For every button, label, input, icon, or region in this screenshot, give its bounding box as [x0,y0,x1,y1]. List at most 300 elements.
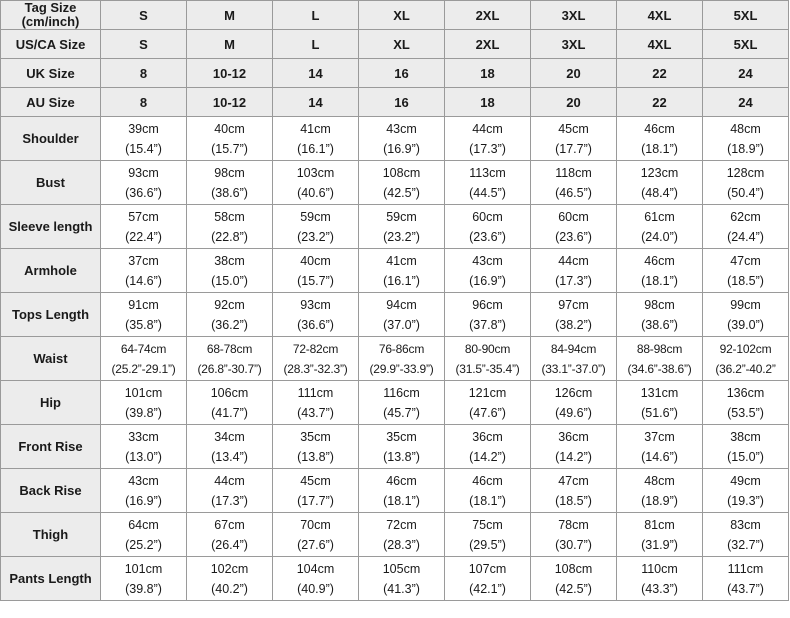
uk-size-cell: 24 [703,59,789,88]
cm-value: 70cm [300,517,331,532]
cm-value: 68-78cm [206,341,253,356]
cm-value: 103cm [296,165,335,180]
front-rise-cell [187,425,273,469]
tag-size-row [1,1,789,30]
cm-value: 57cm [128,209,159,224]
cm-value: 131cm [640,385,679,400]
cm-value: 48cm [730,121,761,136]
armhole-cell [359,249,445,293]
waist-cell [531,337,617,381]
inch-value: (39.8”) [125,405,162,420]
armhole-row [1,249,789,293]
cm-value: 92-102cm [719,341,772,356]
cm-value: 72cm [386,517,417,532]
armhole-cell [531,249,617,293]
bust-cell [359,161,445,205]
cm-value: 88-98cm [636,341,683,356]
tag-size-cell: 3XL [531,1,617,30]
cm-value: 37cm [128,253,159,268]
pants-length-cell [273,557,359,601]
uk-size-cell: 22 [617,59,703,88]
inch-value: (51.6”) [641,405,678,420]
bust-cell [445,161,531,205]
inch-value: (29.5”) [469,537,506,552]
cm-value: 123cm [640,165,679,180]
inch-value: (45.7”) [383,405,420,420]
inch-value: (25.2”) [125,537,162,552]
inch-value: (38.6”) [641,317,678,332]
tops-length-label: Tops Length [1,293,101,337]
cm-value: 45cm [300,473,331,488]
inch-value: (18.1”) [469,493,506,508]
cm-value: 62cm [730,209,761,224]
cm-value: 60cm [558,209,589,224]
cm-value: 45cm [558,121,589,136]
inch-value: (23.6”) [469,229,506,244]
inch-value: (15.7”) [211,141,248,156]
us-ca-size-cell: 4XL [617,30,703,59]
shoulder-cell [187,117,273,161]
pants-length-cell [703,557,789,601]
cm-value: 97cm [558,297,589,312]
cm-value: 80-90cm [464,341,511,356]
thigh-cell [617,513,703,557]
hip-label: Hip [1,381,101,425]
inch-value: (17.3”) [211,493,248,508]
size-chart-body [1,1,789,117]
inch-value: (48.4”) [641,185,678,200]
inch-value: (32.7”) [727,537,764,552]
cm-value: 36cm [558,429,589,444]
us-ca-size-label: US/CA Size [1,30,101,59]
au-size-cell: 14 [273,88,359,117]
cm-value: 92cm [214,297,245,312]
back-rise-cell [617,469,703,513]
us-ca-size-cell: 5XL [703,30,789,59]
inch-value: (23.6”) [555,229,592,244]
inch-value: (16.1”) [297,141,334,156]
inch-value: (18.1”) [383,493,420,508]
inch-value: (31.9”) [641,537,678,552]
inch-value: (18.5”) [555,493,592,508]
uk-size-cell: 18 [445,59,531,88]
cm-value: 38cm [214,253,245,268]
front-rise-row [1,425,789,469]
cm-value: 46cm [386,473,417,488]
waist-cell [101,337,187,381]
pants-length-row [1,557,789,601]
cm-value: 106cm [210,385,249,400]
cm-value: 101cm [124,385,163,400]
cm-value: 107cm [468,561,507,576]
inch-value: (37.0”) [383,317,420,332]
inch-value: (22.4”) [125,229,162,244]
inch-value: (14.2”) [469,449,506,464]
back-rise-cell [187,469,273,513]
cm-value: 81cm [644,517,675,532]
front-rise-cell [445,425,531,469]
thigh-row [1,513,789,557]
cm-value: 110cm [641,561,678,576]
inch-value: (41.7”) [211,405,248,420]
cm-value: 67cm [214,517,245,532]
cm-value: 46cm [472,473,503,488]
back-rise-cell [359,469,445,513]
cm-value: 58cm [214,209,245,224]
bust-cell [101,161,187,205]
inch-value: (15.0”) [727,449,764,464]
inch-value: (16.9”) [469,273,506,288]
armhole-cell [187,249,273,293]
cm-value: 116cm [383,385,420,400]
au-size-cell: 22 [617,88,703,117]
au-size-cell: 10-12 [187,88,273,117]
au-size-cell: 16 [359,88,445,117]
sleeve-length-label: Sleeve length [1,205,101,249]
cm-value: 40cm [300,253,331,268]
tag-size-cell: 5XL [703,1,789,30]
armhole-cell [445,249,531,293]
bust-cell [617,161,703,205]
thigh-cell [359,513,445,557]
front-rise-cell [531,425,617,469]
hip-cell [445,381,531,425]
front-rise-cell [359,425,445,469]
cm-value: 93cm [300,297,331,312]
inch-value: (43.7”) [727,581,764,596]
inch-value: (18.1”) [641,273,678,288]
thigh-cell [101,513,187,557]
uk-size-cell: 10-12 [187,59,273,88]
hip-cell [703,381,789,425]
inch-value: (14.6”) [125,273,162,288]
inch-value: (28.3”) [383,537,420,552]
inch-value: (49.6”) [555,405,592,420]
sleeve-length-cell [273,205,359,249]
inch-value: (50.4”) [727,185,764,200]
measurement-rows [1,117,789,601]
cm-value: 102cm [210,561,249,576]
sleeve-length-row [1,205,789,249]
front-rise-cell [617,425,703,469]
au-size-cell: 24 [703,88,789,117]
waist-cell [703,337,789,381]
armhole-cell [703,249,789,293]
tag-size-cell: 2XL [445,1,531,30]
inch-value: (42.5”) [555,581,592,596]
cm-value: 121cm [468,385,507,400]
waist-cell [445,337,531,381]
cm-value: 111cm [297,385,334,400]
inch-value: (27.6”) [297,537,334,552]
inch-value: (44.5”) [469,185,506,200]
cm-value: 104cm [296,561,335,576]
back-rise-cell [273,469,359,513]
thigh-cell [445,513,531,557]
shoulder-row [1,117,789,161]
uk-size-cell: 14 [273,59,359,88]
inch-value: (16.9”) [125,493,162,508]
us-ca-size-cell: M [187,30,273,59]
inch-value: (17.7”) [297,493,334,508]
us-ca-size-cell: 3XL [531,30,617,59]
pants-length-cell [101,557,187,601]
cm-value: 64-74cm [120,341,167,356]
inch-value: (13.0”) [125,449,162,464]
inch-value: (36.2”) [211,317,248,332]
cm-value: 105cm [382,561,421,576]
cm-value: 75cm [472,517,503,532]
cm-value: 47cm [730,253,761,268]
pants-length-cell [531,557,617,601]
front-rise-cell [101,425,187,469]
cm-value: 91cm [128,297,159,312]
uk-size-cell: 16 [359,59,445,88]
cm-value: 98cm [214,165,245,180]
cm-value: 118cm [555,165,592,180]
waist-cell [359,337,445,381]
cm-value: 113cm [469,165,506,180]
back-rise-cell [445,469,531,513]
armhole-cell [101,249,187,293]
hip-row [1,381,789,425]
back-rise-cell [531,469,617,513]
inch-value: (22.8”) [211,229,248,244]
cm-value: 40cm [214,121,245,136]
cm-value: 37cm [644,429,675,444]
inch-value: (36.6”) [125,185,162,200]
uk-size-cell: 8 [101,59,187,88]
tops-length-cell [531,293,617,337]
waist-label: Waist [1,337,101,381]
shoulder-cell [101,117,187,161]
cm-value: 47cm [558,473,589,488]
front-rise-cell [273,425,359,469]
tag-size-cell: XL [359,1,445,30]
cm-value: 84-94cm [550,341,597,356]
inch-value: (46.5”) [555,185,592,200]
inch-value: (41.3”) [383,581,420,596]
inch-value: (31.5”-35.4”) [455,361,520,376]
cm-value: 64cm [128,517,159,532]
thigh-cell [187,513,273,557]
inch-value: (36.6”) [297,317,334,332]
cm-value: 76-86cm [378,341,425,356]
cm-value: 94cm [386,297,417,312]
waist-cell [187,337,273,381]
tops-length-cell [101,293,187,337]
cm-value: 48cm [644,473,675,488]
cm-value: 41cm [386,253,417,268]
inch-value: (26.4”) [211,537,248,552]
sleeve-length-cell [617,205,703,249]
cm-value: 34cm [214,429,245,444]
cm-value: 78cm [558,517,589,532]
us-ca-size-cell: L [273,30,359,59]
cm-value: 98cm [644,297,675,312]
pants-length-cell [445,557,531,601]
inch-value: (39.0”) [727,317,764,332]
sleeve-length-cell [101,205,187,249]
inch-value: (47.6”) [469,405,506,420]
cm-value: 99cm [730,297,761,312]
inch-value: (24.4”) [727,229,764,244]
armhole-cell [617,249,703,293]
inch-value: (13.8”) [297,449,334,464]
back-rise-cell [101,469,187,513]
inch-value: (40.9”) [297,581,334,596]
cm-value: 96cm [472,297,503,312]
inch-value: (28.3”-32.3”) [283,361,348,376]
us-ca-size-cell: 2XL [445,30,531,59]
back-rise-cell [703,469,789,513]
cm-value: 43cm [128,473,159,488]
cm-value: 101cm [124,561,163,576]
cm-value: 83cm [730,517,761,532]
inch-value: (29.9”-33.9”) [369,361,434,376]
inch-value: (38.2”) [555,317,592,332]
cm-value: 108cm [382,165,421,180]
shoulder-label: Shoulder [1,117,101,161]
front-rise-label: Front Rise [1,425,101,469]
tops-length-cell [445,293,531,337]
tag-size-cell: L [273,1,359,30]
us-ca-size-row [1,30,789,59]
tag-size-label-line-1: Tag Size [24,0,77,15]
shoulder-cell [531,117,617,161]
bust-cell [703,161,789,205]
inch-value: (18.5”) [727,273,764,288]
cm-value: 35cm [386,429,417,444]
thigh-cell [703,513,789,557]
shoulder-cell [703,117,789,161]
tops-length-cell [273,293,359,337]
inch-value: (14.2”) [555,449,592,464]
tag-size-cell: M [187,1,273,30]
tag-size-cell: S [101,1,187,30]
cm-value: 38cm [730,429,761,444]
inch-value: (40.2”) [211,581,248,596]
au-size-cell: 18 [445,88,531,117]
inch-value: (36.2”-40.2” [715,361,776,376]
hip-cell [187,381,273,425]
pants-length-cell [187,557,273,601]
cm-value: 46cm [644,121,675,136]
cm-value: 60cm [472,209,503,224]
cm-value: 108cm [554,561,593,576]
pants-length-label: Pants Length [1,557,101,601]
inch-value: (35.8”) [125,317,162,332]
uk-size-row [1,59,789,88]
hip-cell [531,381,617,425]
inch-value: (15.4”) [125,141,162,156]
inch-value: (13.4”) [211,449,248,464]
inch-value: (42.1”) [469,581,506,596]
pants-length-cell [359,557,445,601]
tag-size-label-line-2: (cm/inch) [21,14,80,29]
inch-value: (18.9”) [641,493,678,508]
cm-value: 44cm [214,473,245,488]
tops-length-cell [617,293,703,337]
sleeve-length-cell [445,205,531,249]
thigh-cell [273,513,359,557]
armhole-cell [273,249,359,293]
us-ca-size-cell: XL [359,30,445,59]
us-ca-size-cell: S [101,30,187,59]
inch-value: (14.6”) [641,449,678,464]
cm-value: 61cm [644,209,675,224]
inch-value: (25.2”-29.1”) [111,361,176,376]
hip-cell [359,381,445,425]
tag-size-cell: 4XL [617,1,703,30]
au-size-cell: 8 [101,88,187,117]
shoulder-cell [359,117,445,161]
cm-value: 59cm [300,209,331,224]
hip-cell [617,381,703,425]
sleeve-length-cell [703,205,789,249]
pants-length-cell [617,557,703,601]
back-rise-label: Back Rise [1,469,101,513]
au-size-row [1,88,789,117]
cm-value: 33cm [128,429,159,444]
cm-value: 35cm [300,429,331,444]
inch-value: (33.1”-37.0”) [541,361,606,376]
inch-value: (40.6”) [297,185,334,200]
inch-value: (18.1”) [641,141,678,156]
inch-value: (17.3”) [469,141,506,156]
au-size-label: AU Size [1,88,101,117]
uk-size-label: UK Size [1,59,101,88]
tops-length-cell [359,293,445,337]
bust-cell [531,161,617,205]
inch-value: (43.7”) [297,405,334,420]
sleeve-length-cell [359,205,445,249]
uk-size-cell: 20 [531,59,617,88]
tops-length-cell [703,293,789,337]
inch-value: (37.8”) [469,317,506,332]
cm-value: 93cm [128,165,159,180]
armhole-label: Armhole [1,249,101,293]
inch-value: (19.3”) [727,493,764,508]
inch-value: (39.8”) [125,581,162,596]
front-rise-cell [703,425,789,469]
inch-value: (15.7”) [297,273,334,288]
shoulder-cell [445,117,531,161]
waist-cell [617,337,703,381]
inch-value: (26.8”-30.7”) [197,361,262,376]
cm-value: 126cm [554,385,593,400]
tag-size-label [1,1,101,30]
cm-value: 39cm [128,121,159,136]
cm-value: 41cm [300,121,331,136]
inch-value: (18.9”) [727,141,764,156]
thigh-label: Thigh [1,513,101,557]
inch-value: (24.0”) [641,229,678,244]
cm-value: 128cm [726,165,765,180]
bust-row [1,161,789,205]
tops-length-cell [187,293,273,337]
cm-value: 43cm [472,253,503,268]
cm-value: 43cm [386,121,417,136]
hip-cell [101,381,187,425]
sleeve-length-cell [531,205,617,249]
bust-cell [273,161,359,205]
tops-length-row [1,293,789,337]
inch-value: (16.9”) [383,141,420,156]
bust-cell [187,161,273,205]
inch-value: (30.7”) [555,537,592,552]
inch-value: (38.6”) [211,185,248,200]
